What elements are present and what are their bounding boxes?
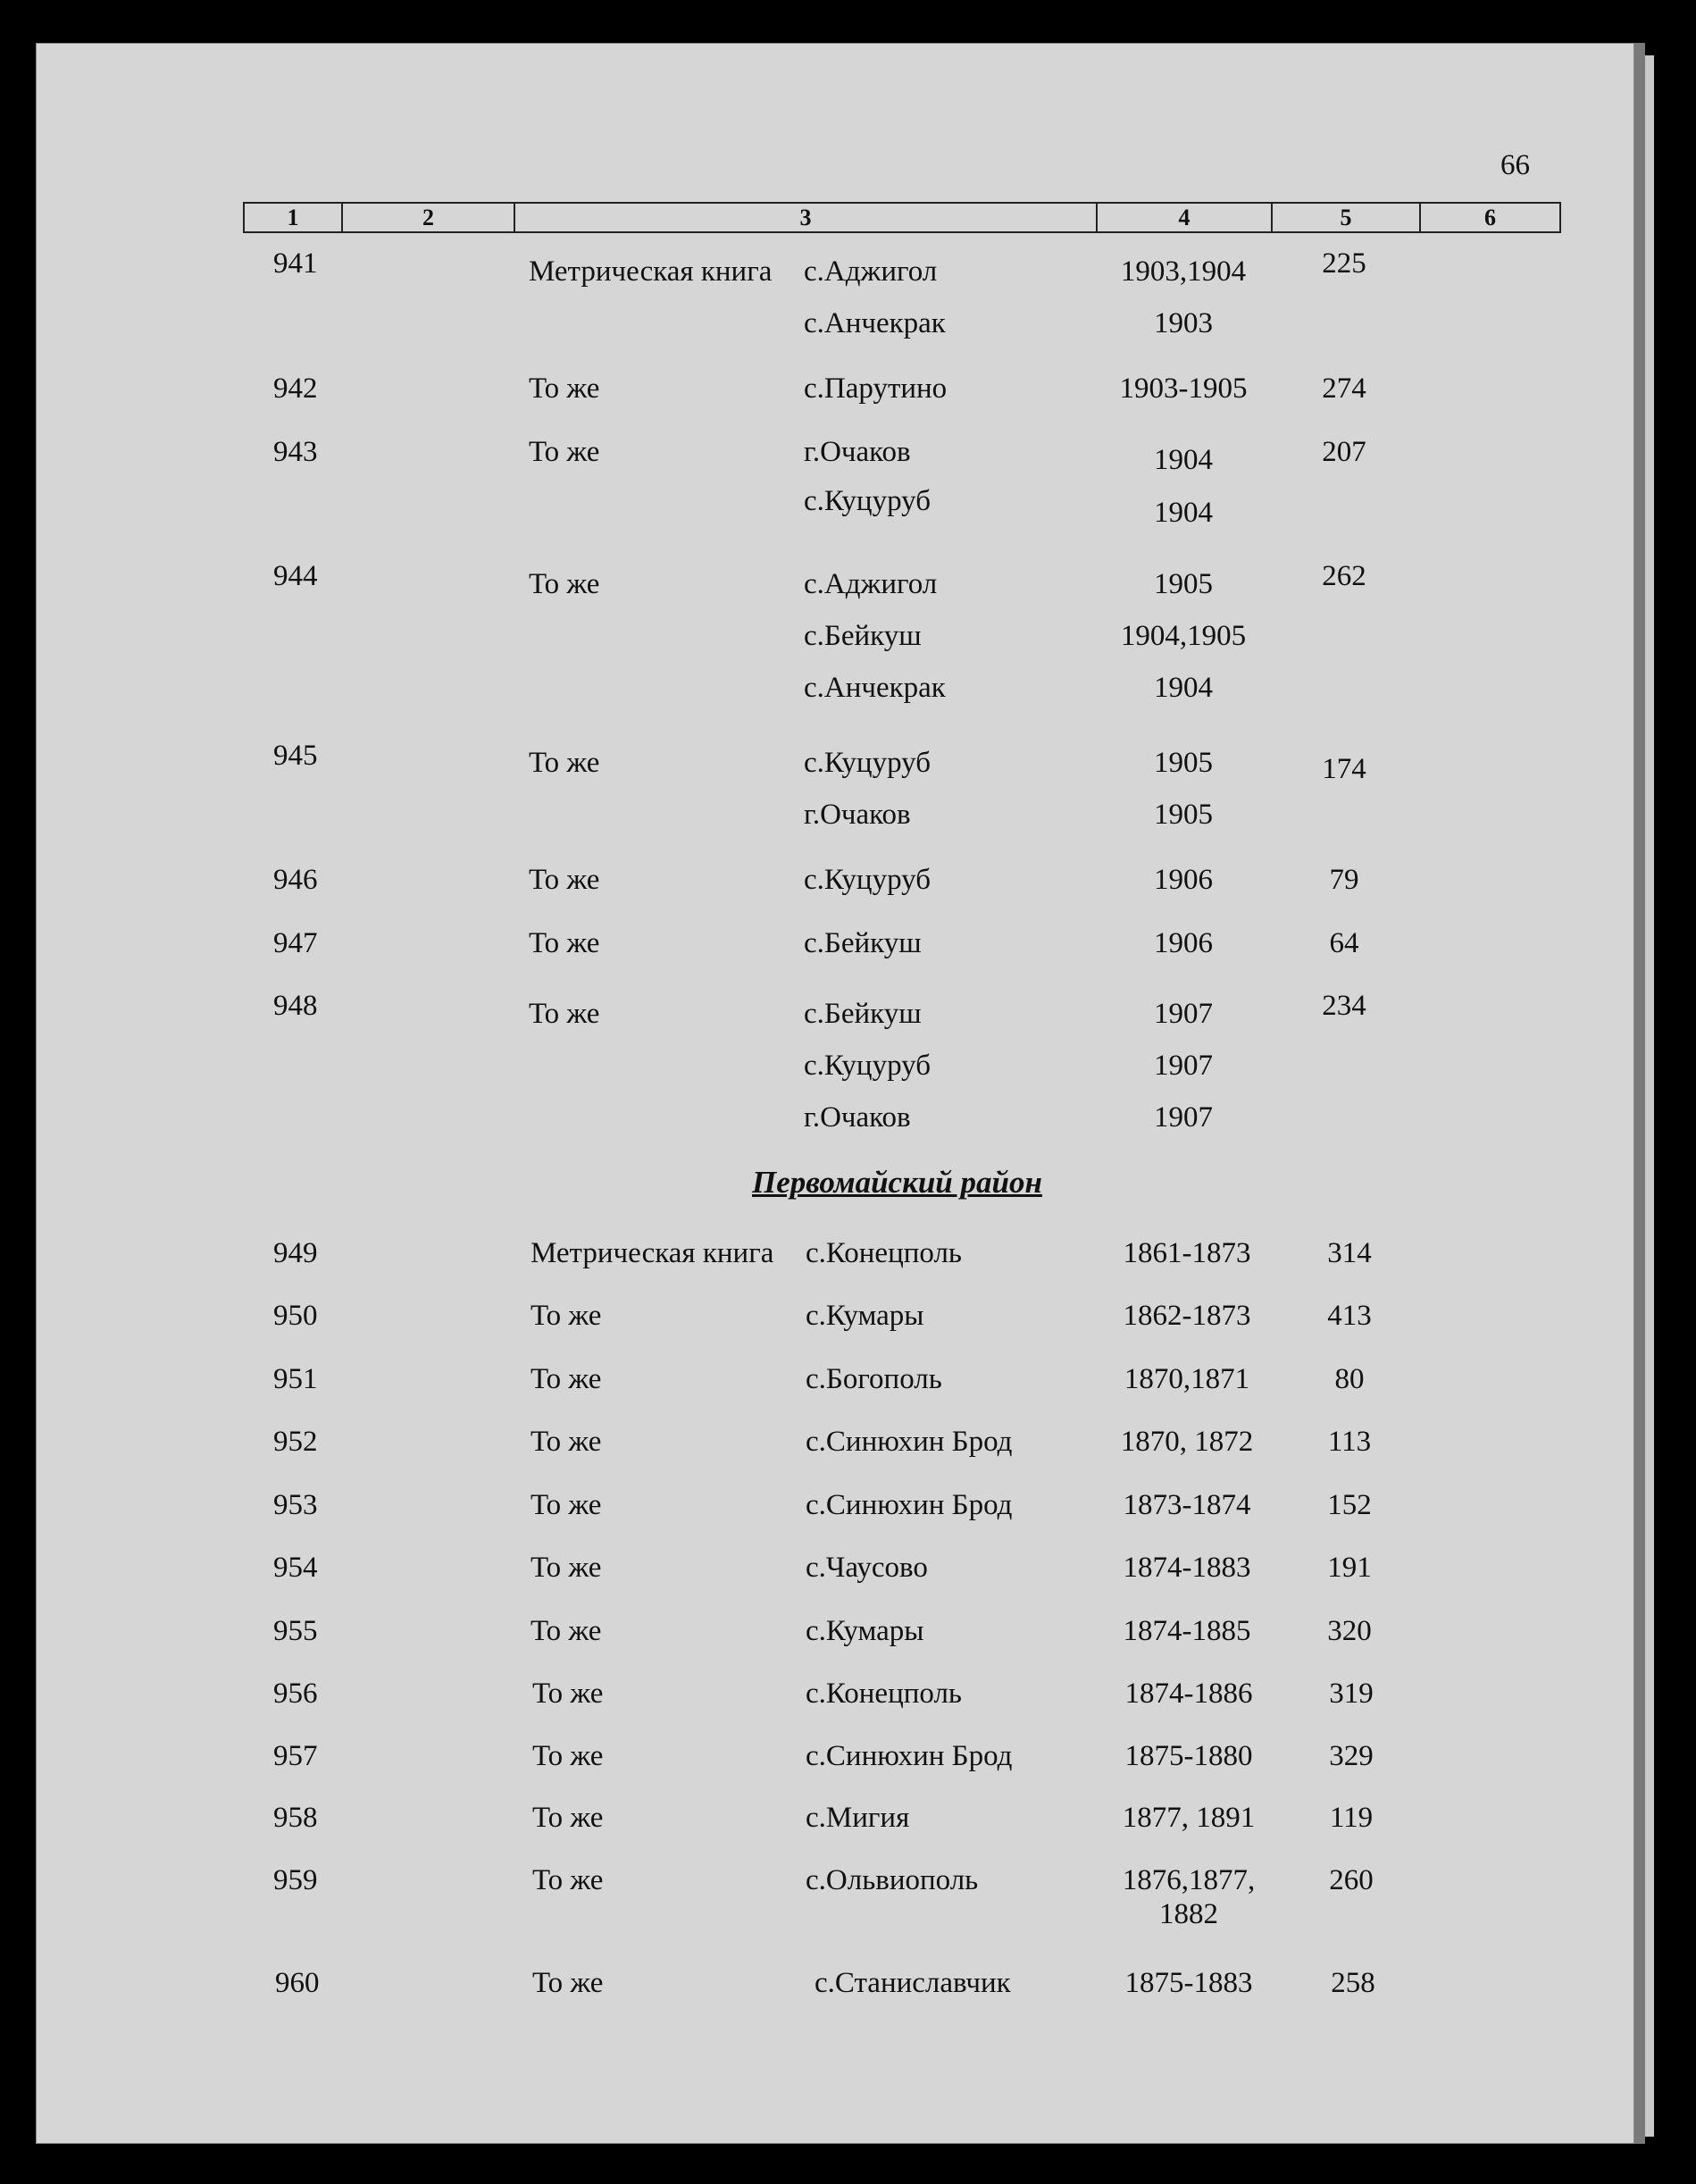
record-years: 1905: [1154, 799, 1213, 831]
record-years: 1907: [1154, 998, 1213, 1030]
record-type: То же: [532, 1967, 604, 1999]
record-years: 1904: [1154, 444, 1213, 476]
record-years: 1876,1877,: [1122, 1864, 1256, 1896]
record-place: с.Анчекрак: [804, 307, 946, 339]
record-years: 1905: [1154, 747, 1213, 779]
record-type: То же: [529, 927, 600, 959]
record-number: 956: [273, 1678, 318, 1710]
record-sheets: 413: [1327, 1300, 1372, 1332]
record-number: 946: [273, 864, 318, 896]
record-number: 947: [273, 927, 318, 959]
record-place: с.Куцуруб: [804, 747, 932, 779]
record-years: 1904: [1154, 672, 1213, 704]
record-sheets: 319: [1329, 1678, 1374, 1710]
record-years: 1874-1885: [1123, 1615, 1251, 1647]
record-sheets: 225: [1322, 247, 1366, 280]
record-number: 944: [273, 560, 318, 592]
record-type: То же: [529, 998, 600, 1030]
record-years: 1875-1883: [1124, 1967, 1253, 1999]
column-header-4: 4: [1098, 204, 1273, 231]
record-type: То же: [532, 1678, 604, 1710]
record-number: 951: [273, 1363, 318, 1395]
column-header-3: 3: [515, 204, 1098, 231]
column-header-6: 6: [1484, 205, 1496, 230]
record-type: То же: [531, 1615, 602, 1647]
record-number: 954: [273, 1552, 318, 1584]
section-title: Первомайский район: [752, 1165, 1042, 1200]
record-number: 960: [275, 1967, 320, 1999]
record-place: с.Куцуруб: [804, 485, 932, 517]
record-years: 1873-1874: [1123, 1489, 1251, 1521]
record-years: 1874-1883: [1123, 1552, 1251, 1584]
record-type: То же: [531, 1552, 602, 1584]
record-years: 1861-1873: [1123, 1237, 1251, 1269]
record-place: с.Чаусово: [806, 1552, 928, 1584]
record-place: с.Парутино: [804, 372, 948, 405]
record-number: 943: [273, 436, 318, 468]
record-sheets: 191: [1327, 1552, 1372, 1584]
record-number: 958: [273, 1802, 318, 1834]
record-type: То же: [531, 1363, 602, 1395]
record-sheets: 258: [1331, 1967, 1375, 1999]
record-type: То же: [529, 747, 600, 779]
record-sheets: 174: [1322, 753, 1366, 785]
record-number: 953: [273, 1489, 318, 1521]
record-sheets: 329: [1329, 1740, 1374, 1772]
record-place: с.Станиславчик: [815, 1967, 1011, 1999]
record-type: То же: [531, 1300, 602, 1332]
record-number: 942: [273, 372, 318, 405]
record-years: 1906: [1154, 864, 1213, 896]
record-years: 1870,1871: [1124, 1363, 1250, 1395]
column-header-5: 5: [1273, 204, 1421, 231]
record-type: То же: [532, 1740, 604, 1772]
record-sheets: 207: [1322, 436, 1366, 468]
record-sheets: 79: [1329, 864, 1359, 896]
record-sheets: 274: [1322, 372, 1366, 405]
record-years: 1874-1886: [1124, 1678, 1253, 1710]
record-number: 952: [273, 1426, 318, 1458]
record-years: 1870, 1872: [1120, 1426, 1254, 1458]
record-place: с.Кумары: [806, 1300, 924, 1332]
record-place: с.Бейкуш: [804, 620, 922, 652]
record-sheets: 260: [1329, 1864, 1374, 1896]
record-years: 1903-1905: [1119, 372, 1248, 405]
record-type: То же: [529, 372, 600, 405]
record-place: с.Анчекрак: [804, 672, 946, 704]
record-place: с.Конецполь: [806, 1678, 962, 1710]
record-sheets: 80: [1334, 1363, 1365, 1395]
record-years: 1904: [1154, 497, 1213, 529]
page-number: 66: [1500, 149, 1530, 181]
record-place: с.Синюхин Брод: [806, 1489, 1013, 1521]
record-place: с.Конецполь: [806, 1237, 962, 1269]
column-header-1: 1: [245, 204, 343, 231]
record-type: То же: [529, 864, 600, 896]
record-number: 950: [273, 1300, 318, 1332]
record-type: Метрическая книга: [531, 1237, 774, 1269]
record-type: То же: [532, 1802, 604, 1834]
record-years: 1903: [1154, 307, 1213, 339]
record-number: 955: [273, 1615, 318, 1647]
record-years: 1877, 1891: [1122, 1802, 1256, 1834]
record-place: с.Богополь: [806, 1363, 942, 1395]
record-number: 957: [273, 1740, 318, 1772]
record-number: 959: [273, 1864, 318, 1896]
record-type: То же: [529, 568, 600, 600]
record-place: с.Мигия: [806, 1802, 910, 1834]
record-sheets: 262: [1322, 560, 1366, 592]
record-years: 1862-1873: [1123, 1300, 1251, 1332]
record-type: Метрическая книга: [529, 255, 773, 288]
record-type: То же: [531, 1489, 602, 1521]
record-place: г.Очаков: [804, 1101, 911, 1134]
record-number: 949: [273, 1237, 318, 1269]
record-type: То же: [529, 436, 600, 468]
record-years: 1904,1905: [1120, 620, 1247, 652]
record-years: 1906: [1154, 927, 1213, 959]
record-years: 1907: [1154, 1050, 1213, 1082]
record-place: с.Бейкуш: [804, 998, 922, 1030]
record-place: с.Аджигол: [804, 255, 938, 288]
record-number: 945: [273, 740, 318, 772]
record-sheets: 314: [1327, 1237, 1372, 1269]
column-header-2: 2: [343, 204, 515, 231]
record-sheets: 152: [1327, 1489, 1372, 1521]
record-type: То же: [531, 1426, 602, 1458]
record-type: То же: [532, 1864, 604, 1896]
record-years: 1905: [1154, 568, 1213, 600]
record-years-continued: 1882: [1159, 1898, 1218, 1930]
record-place: с.Бейкуш: [804, 927, 922, 959]
record-sheets: 119: [1329, 1802, 1374, 1834]
record-number: 948: [273, 990, 318, 1022]
record-place: г.Очаков: [804, 436, 911, 468]
record-place: с.Аджигол: [804, 568, 938, 600]
record-years: 1875-1880: [1124, 1740, 1253, 1772]
record-years: 1907: [1154, 1101, 1213, 1134]
record-sheets: 64: [1329, 927, 1359, 959]
record-place: с.Кумары: [806, 1615, 924, 1647]
record-sheets: 320: [1327, 1615, 1372, 1647]
record-place: с.Куцуруб: [804, 864, 932, 896]
record-place: с.Синюхин Брод: [806, 1426, 1013, 1458]
record-years: 1903,1904: [1120, 255, 1247, 288]
record-place: с.Куцуруб: [804, 1050, 932, 1082]
record-place: с.Ольвиополь: [806, 1864, 979, 1896]
record-place: г.Очаков: [804, 799, 911, 831]
record-sheets: 113: [1327, 1426, 1372, 1458]
record-sheets: 234: [1322, 990, 1366, 1022]
record-number: 941: [273, 247, 318, 280]
record-place: с.Синюхин Брод: [806, 1740, 1013, 1772]
column-header-row: [243, 202, 1561, 233]
